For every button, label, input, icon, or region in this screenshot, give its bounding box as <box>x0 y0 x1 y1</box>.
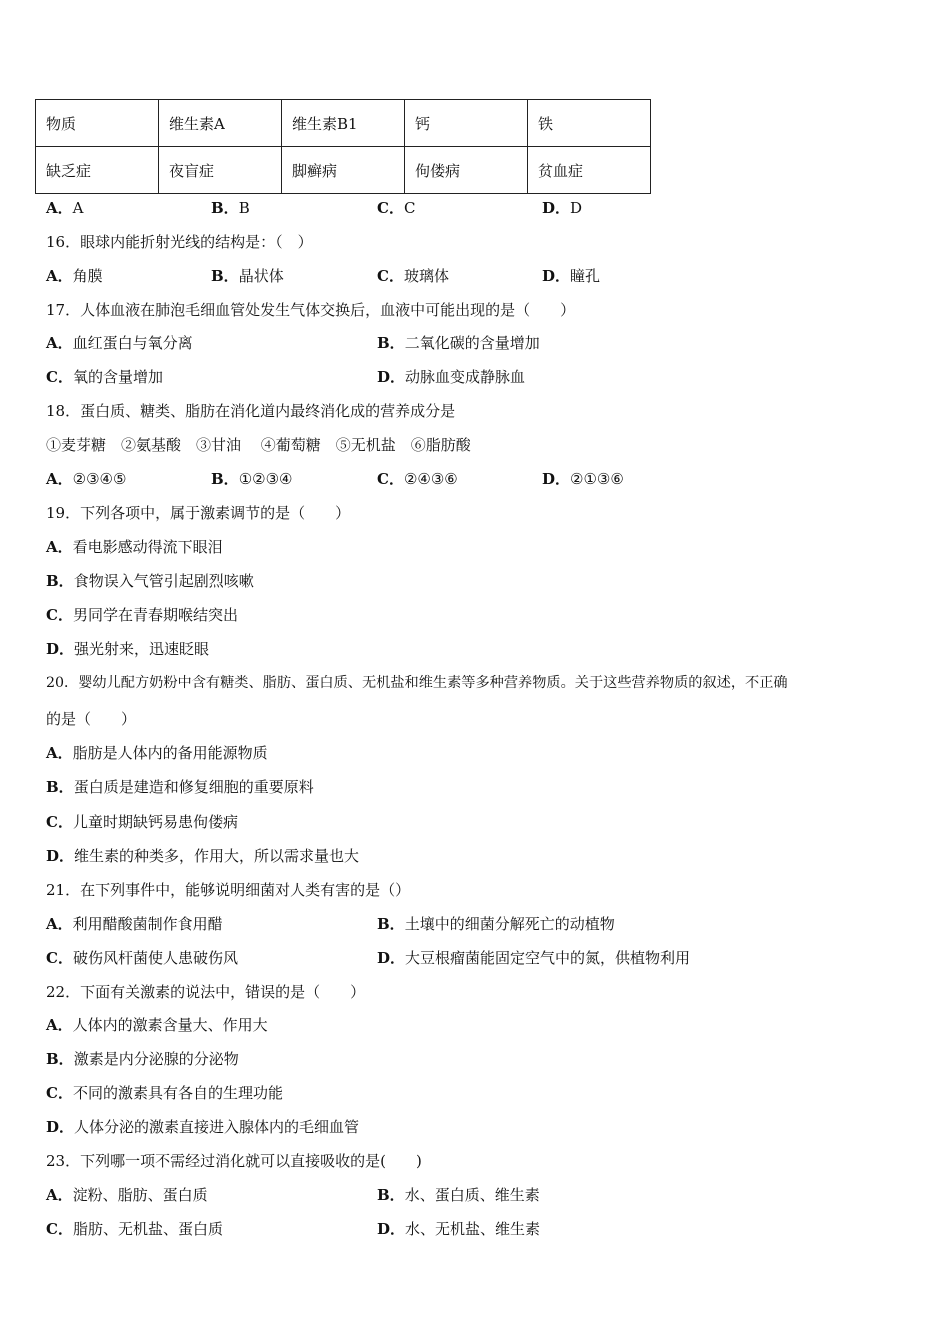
q16-option-a: A．角膜 <box>46 267 103 285</box>
q20-stem-continued: 的是（ ） <box>46 710 137 728</box>
q22-stem: 22．下面有关激素的说法中，错误的是（ ） <box>46 983 366 1001</box>
q17-option-c: C．氧的含量增加 <box>46 368 163 386</box>
table-cell: 贫血症 <box>528 147 651 194</box>
q17-stem: 17．人体血液在肺泡毛细血管处发生气体交换后，血液中可能出现的是（ ） <box>46 301 576 319</box>
q18-option-d: D．②①③⑥ <box>542 470 624 488</box>
nutrient-deficiency-table <box>35 99 651 194</box>
q23-option-b: B．水、蛋白质、维生素 <box>377 1186 540 1204</box>
q17-option-d: D．动脉血变成静脉血 <box>377 368 526 386</box>
q19-option-c: C．男同学在青春期喉结突出 <box>46 606 238 624</box>
q16-option-b: B．晶状体 <box>211 267 284 285</box>
q21-option-b: B．土壤中的细菌分解死亡的动植物 <box>377 915 615 933</box>
q21-option-c: C．破伤风杆菌使人患破伤风 <box>46 949 238 967</box>
table-cell: 夜盲症 <box>159 147 282 194</box>
q23-option-d: D．水、无机盐、维生素 <box>377 1220 541 1238</box>
q20-stem: 20．婴幼儿配方奶粉中含有糖类、脂肪、蛋白质、无机盐和维生素等多种营养物质。关于这些营养物质的叙述，不正确 <box>46 675 788 691</box>
q15-option-d: D．D <box>542 199 583 217</box>
q19-option-d: D．强光射来，迅速眨眼 <box>46 640 210 658</box>
q17-option-b: B．二氧化碳的含量增加 <box>377 334 540 352</box>
q22-option-a: A．人体内的激素含量大、作用大 <box>46 1016 268 1034</box>
table-cell: 钙 <box>405 100 528 147</box>
table-row <box>36 147 651 194</box>
q21-option-d: D．大豆根瘤菌能固定空气中的氮，供植物利用 <box>377 949 691 967</box>
q19-option-a: A．看电影感动得流下眼泪 <box>46 538 223 556</box>
q20-option-c: C．儿童时期缺钙易患佝偻病 <box>46 813 238 831</box>
q16-stem: 16．眼球内能折射光线的结构是：（ ） <box>46 233 313 251</box>
q23-option-a: A．淀粉、脂肪、蛋白质 <box>46 1186 208 1204</box>
q18-option-c: C．②④③⑥ <box>377 470 458 488</box>
q19-option-b: B．食物误入气管引起剧烈咳嗽 <box>46 572 254 590</box>
q20-option-a: A．脂肪是人体内的备用能源物质 <box>46 744 268 762</box>
q22-option-d: D．人体分泌的激素直接进入腺体内的毛细血管 <box>46 1118 360 1136</box>
q17-option-a: A．血红蛋白与氧分离 <box>46 334 193 352</box>
table-row <box>36 100 651 147</box>
table-cell: 维生素A <box>159 100 282 147</box>
q18-stem: 18．蛋白质、糖类、脂肪在消化道内最终消化成的营养成分是 <box>46 402 456 420</box>
q23-stem: 23．下列哪一项不需经过消化就可以直接吸收的是( ) <box>46 1152 422 1170</box>
q15-option-b: B．B <box>211 199 250 217</box>
q16-option-c: C．玻璃体 <box>377 267 449 285</box>
q22-option-b: B．激素是内分泌腺的分泌物 <box>46 1050 239 1068</box>
q21-stem: 21．在下列事件中，能够说明细菌对人类有害的是（） <box>46 881 411 899</box>
table-cell: 缺乏症 <box>36 147 159 194</box>
q19-stem: 19．下列各项中，属于激素调节的是（ ） <box>46 504 351 522</box>
table-cell: 物质 <box>36 100 159 147</box>
table-cell: 脚癣病 <box>282 147 405 194</box>
table-cell: 佝偻病 <box>405 147 528 194</box>
q15-option-c: C．C <box>377 199 416 217</box>
q18-option-a: A．②③④⑤ <box>46 470 127 488</box>
q21-option-a: A．利用醋酸菌制作食用醋 <box>46 915 223 933</box>
q22-option-c: C．不同的激素具有各自的生理功能 <box>46 1084 283 1102</box>
table-cell: 铁 <box>528 100 651 147</box>
q20-option-d: D．维生素的种类多，作用大，所以需求量也大 <box>46 847 360 865</box>
q23-option-c: C．脂肪、无机盐、蛋白质 <box>46 1220 223 1238</box>
table-cell: 维生素B1 <box>282 100 405 147</box>
q15-option-a: A．A <box>46 199 84 217</box>
q16-option-d: D．瞳孔 <box>542 267 601 285</box>
q18-option-b: B．①②③④ <box>211 470 293 488</box>
q18-items: ①麦芽糖 ②氨基酸 ③甘油 ④葡萄糖 ⑤无机盐 ⑥脂肪酸 <box>46 436 471 454</box>
q20-option-b: B．蛋白质是建造和修复细胞的重要原料 <box>46 778 314 796</box>
